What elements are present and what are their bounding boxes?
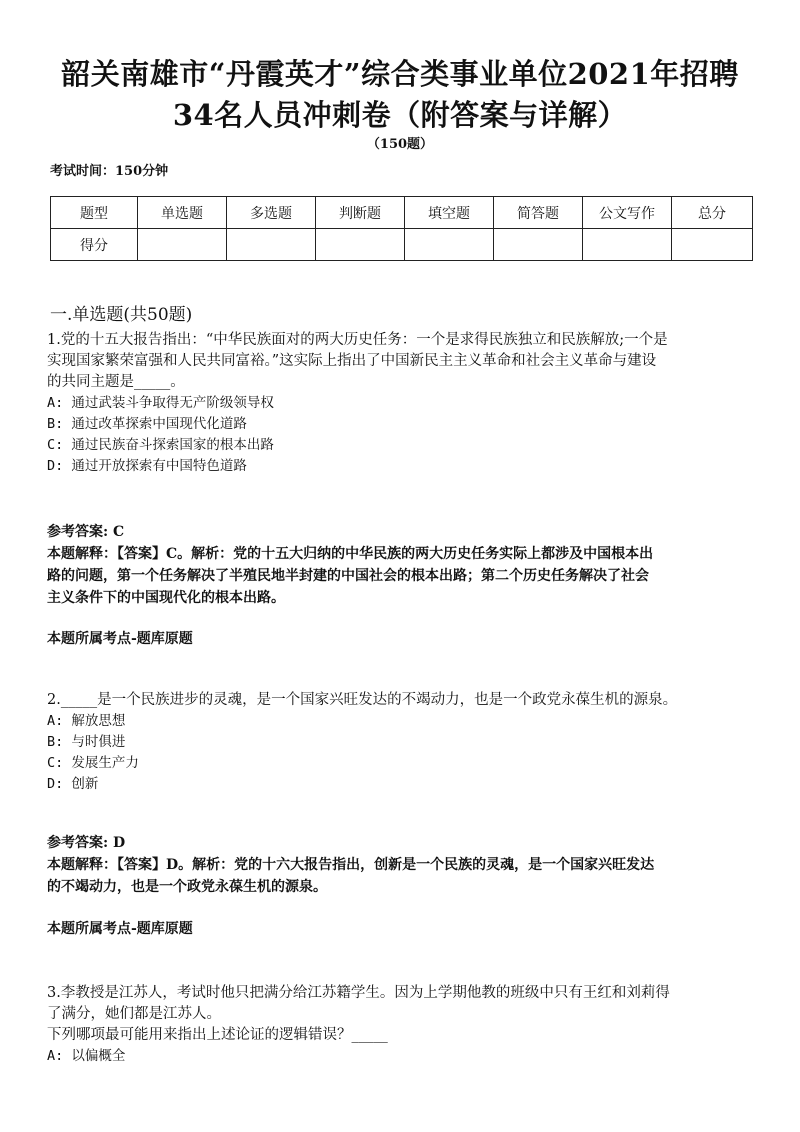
- option-a: A: 以偏概全: [47, 1048, 126, 1064]
- document-title-line1: 韶关南雄市“丹霞英才”综合类事业单位2021年招聘: [61, 57, 739, 91]
- table-cell: 公文写作: [583, 197, 672, 229]
- question-2-stem: [47, 690, 757, 795]
- score-table-header-row: [51, 197, 753, 229]
- table-cell: 判断题: [316, 197, 405, 229]
- option-c: C: 通过民族奋斗探索国家的根本出路: [47, 437, 274, 453]
- score-cell[interactable]: [405, 229, 494, 261]
- document-title-line2: 34名人员冲刺卷（附答案与详解）: [172, 98, 628, 132]
- question-1-point: 本题所属考点-题库原题: [47, 631, 193, 647]
- stem-line: 的共同主题是_____。: [47, 374, 185, 390]
- option-d: D: 创新: [47, 776, 99, 792]
- option-b: B: 与时俱进: [47, 734, 126, 750]
- question-1-stem: [47, 330, 757, 477]
- stem-line: 2._____是一个民族进步的灵魂，是一个国家兴旺发达的不竭动力，也是一个政党永葆生机的源泉。: [47, 692, 678, 708]
- stem-line: 1.党的十五大报告指出：“中华民族面对的两大历史任务：一个是求得民族独立和民族解放;一个是: [47, 332, 668, 348]
- option-a: A: 解放思想: [47, 713, 126, 729]
- score-table: [50, 196, 753, 261]
- explanation-line: 路的问题，第一个任务解决了半殖民地半封建的中国社会的根本出路；第二个历史任务解决了社会: [47, 568, 649, 584]
- table-cell: 单选题: [138, 197, 227, 229]
- stem-line: 3.李教授是江苏人，考试时他只把满分给江苏籍学生。因为上学期他教的班级中只有王红和刘莉得: [47, 985, 670, 1001]
- table-cell: 简答题: [494, 197, 583, 229]
- option-c: C: 发展生产力: [47, 755, 139, 771]
- table-cell: 总分: [672, 197, 753, 229]
- table-cell: 填空题: [405, 197, 494, 229]
- answer-label: 参考答案: C: [47, 524, 125, 540]
- question-1-answer: [47, 521, 762, 609]
- section-title: 一.单选题(共50题): [50, 305, 193, 325]
- score-cell[interactable]: [316, 229, 405, 261]
- score-table-score-row: [51, 229, 753, 261]
- score-cell[interactable]: [138, 229, 227, 261]
- question-count: （150题）: [366, 137, 434, 152]
- explanation-line: 本题解释：【答案】D。解析：党的十六大报告指出，创新是一个民族的灵魂，是一个国家兴旺发达: [47, 857, 655, 873]
- stem-line: 下列哪项最可能用来指出上述论证的逻辑错误？_____: [47, 1027, 388, 1043]
- stem-line: 实现国家繁荣富强和人民共同富裕。”这实际上指出了中国新民主主义革命和社会主义革命与建设: [47, 353, 657, 369]
- stem-line: 了满分，她们都是江苏人。: [47, 1006, 221, 1022]
- table-cell: 多选题: [227, 197, 316, 229]
- option-d: D: 通过开放探索有中国特色道路: [47, 458, 247, 474]
- exam-time: 考试时间：150分钟: [50, 164, 169, 179]
- answer-label: 参考答案: D: [47, 835, 126, 851]
- question-2-point: 本题所属考点-题库原题: [47, 921, 193, 937]
- explanation-line: 主义条件下的中国现代化的根本出路。: [47, 590, 285, 606]
- explanation-line: 本题解释：【答案】C。解析：党的十五大归纳的中华民族的两大历史任务实际上都涉及中国根本出: [47, 546, 654, 562]
- table-cell: 得分: [51, 229, 138, 261]
- explanation-line: 的不竭动力，也是一个政党永葆生机的源泉。: [47, 879, 327, 895]
- score-cell[interactable]: [583, 229, 672, 261]
- question-2-answer: [47, 832, 762, 898]
- score-cell[interactable]: [494, 229, 583, 261]
- option-a: A: 通过武装斗争取得无产阶级领导权: [47, 395, 274, 411]
- score-cell[interactable]: [227, 229, 316, 261]
- table-cell: 题型: [51, 197, 138, 229]
- score-cell[interactable]: [672, 229, 753, 261]
- question-3-stem: [47, 983, 757, 1067]
- option-b: B: 通过改革探索中国现代化道路: [47, 416, 247, 432]
